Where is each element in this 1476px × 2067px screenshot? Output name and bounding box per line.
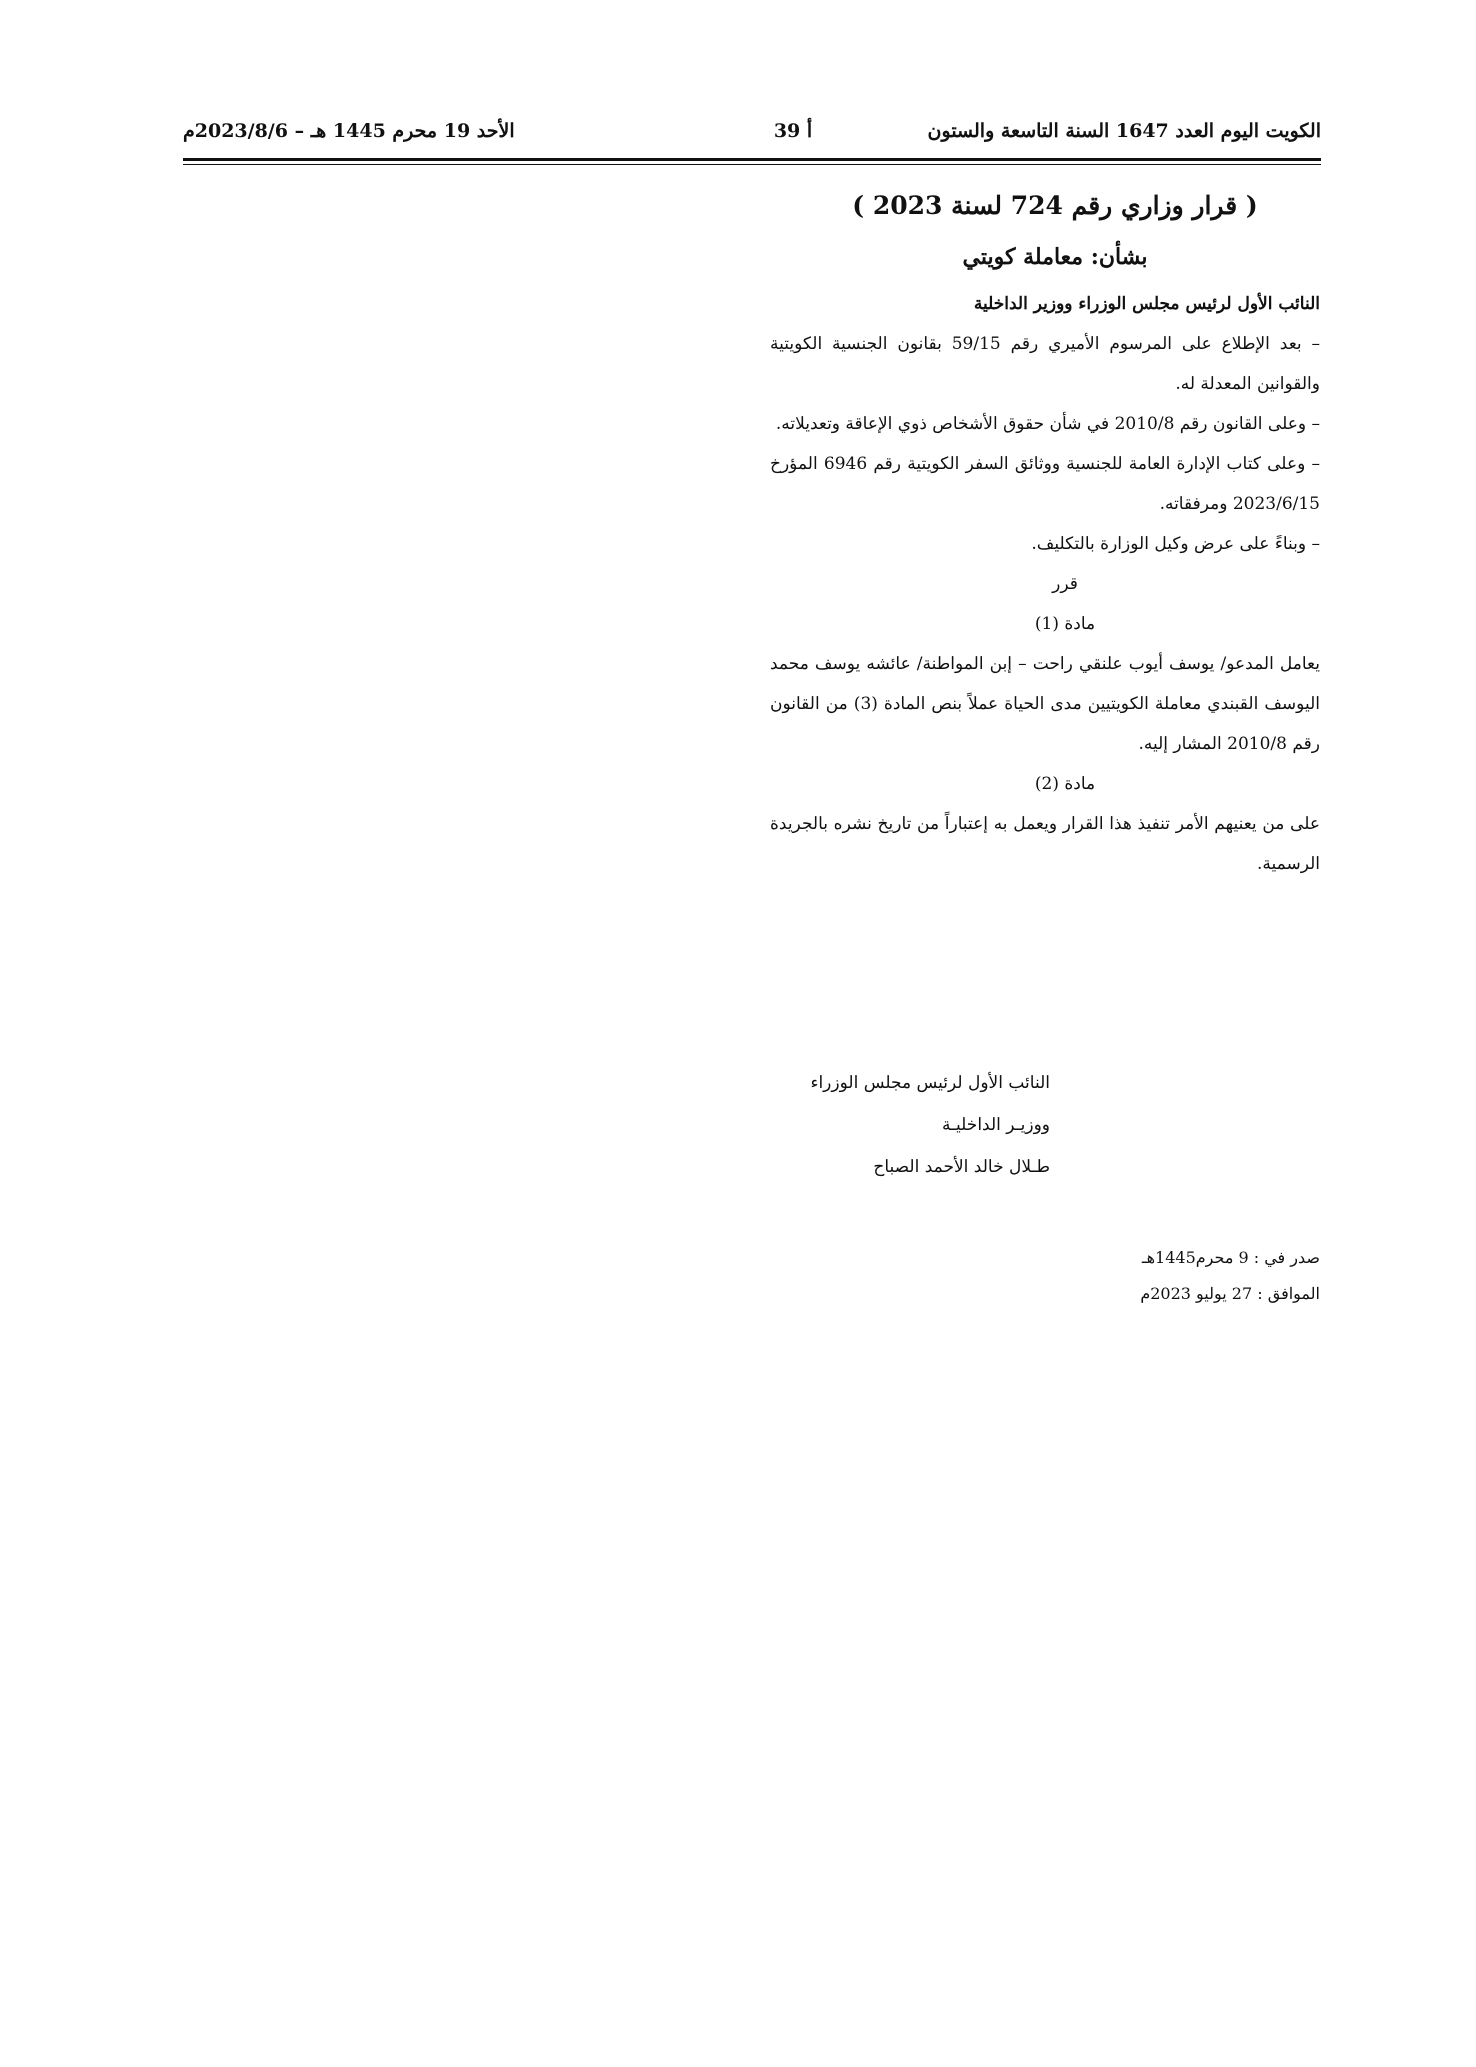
article-text: على من يعنيهم الأمر تنفيذ هذا القرار ويعمل به إعتباراً من تاريخ نشره بالجريدة الرسمية. (770, 814, 1320, 874)
decision-column (770, 182, 1320, 884)
issue-date: الأحد 19 محرم 1445 هـ – 2023/8/6م (183, 120, 515, 142)
preamble-item: – وبناءً على عرض وكيل الوزارة بالتكليف. (1031, 534, 1320, 554)
signature-block (770, 1062, 1050, 1188)
preamble-item: – بعد الإطلاع على المرسوم الأميري رقم 59/15 بقانون الجنسية الكويتية والقوانين المعدلة له. (770, 334, 1320, 394)
preamble-item: – وعلى كتاب الإدارة العامة للجنسية ووثائق السفر الكويتية رقم 6946 المؤرخ 2023/6/15 ومرفقاته. (770, 454, 1320, 514)
issue-date-block (1000, 1240, 1320, 1312)
signatory-title: النائب الأول لرئيس مجلس الوزراء (810, 1073, 1050, 1093)
decision-title: ( قرار وزاري رقم 724 لسنة 2023 ) (852, 191, 1258, 220)
article-heading: مادة (1) (1034, 614, 1096, 634)
issued-gregorian-date: الموافق : 27 يوليو 2023م (1140, 1284, 1320, 1303)
issued-hijri-date: صدر في : 9 محرم1445هـ (1141, 1248, 1320, 1267)
header-rule-thick (183, 158, 1321, 161)
article-heading: مادة (2) (1034, 774, 1096, 794)
page-number: أ 39 (773, 120, 813, 142)
signatory-ministry: ووزيـر الداخليـة (941, 1115, 1050, 1135)
running-header (183, 120, 1321, 154)
signatory-name: طـلال خالد الأحمد الصباح (873, 1157, 1050, 1177)
decision-subject: بشأن: معاملة كويتي (962, 244, 1148, 270)
preamble-item: – وعلى القانون رقم 2010/8 في شأن حقوق الأشخاص ذوي الإعاقة وتعديلاته. (775, 414, 1320, 434)
issuer-line: النائب الأول لرئيس مجلس الوزراء ووزير الداخلية (973, 294, 1320, 314)
article-text: يعامل المدعو/ يوسف أيوب علنقي راحت – إبن المواطنة/ عائشه يوسف محمد اليوسف القبندي معاملة الكويتيين مدى الحياة عملاً بنص المادة (3) من القانون رقم 2010/8 المشار إليه. (770, 654, 1320, 754)
gazette-issue-info: الكويت اليوم العدد 1647 السنة التاسعة والستون (927, 120, 1321, 142)
decided-heading: قرر (1052, 574, 1078, 594)
header-rule-thin (183, 164, 1321, 165)
